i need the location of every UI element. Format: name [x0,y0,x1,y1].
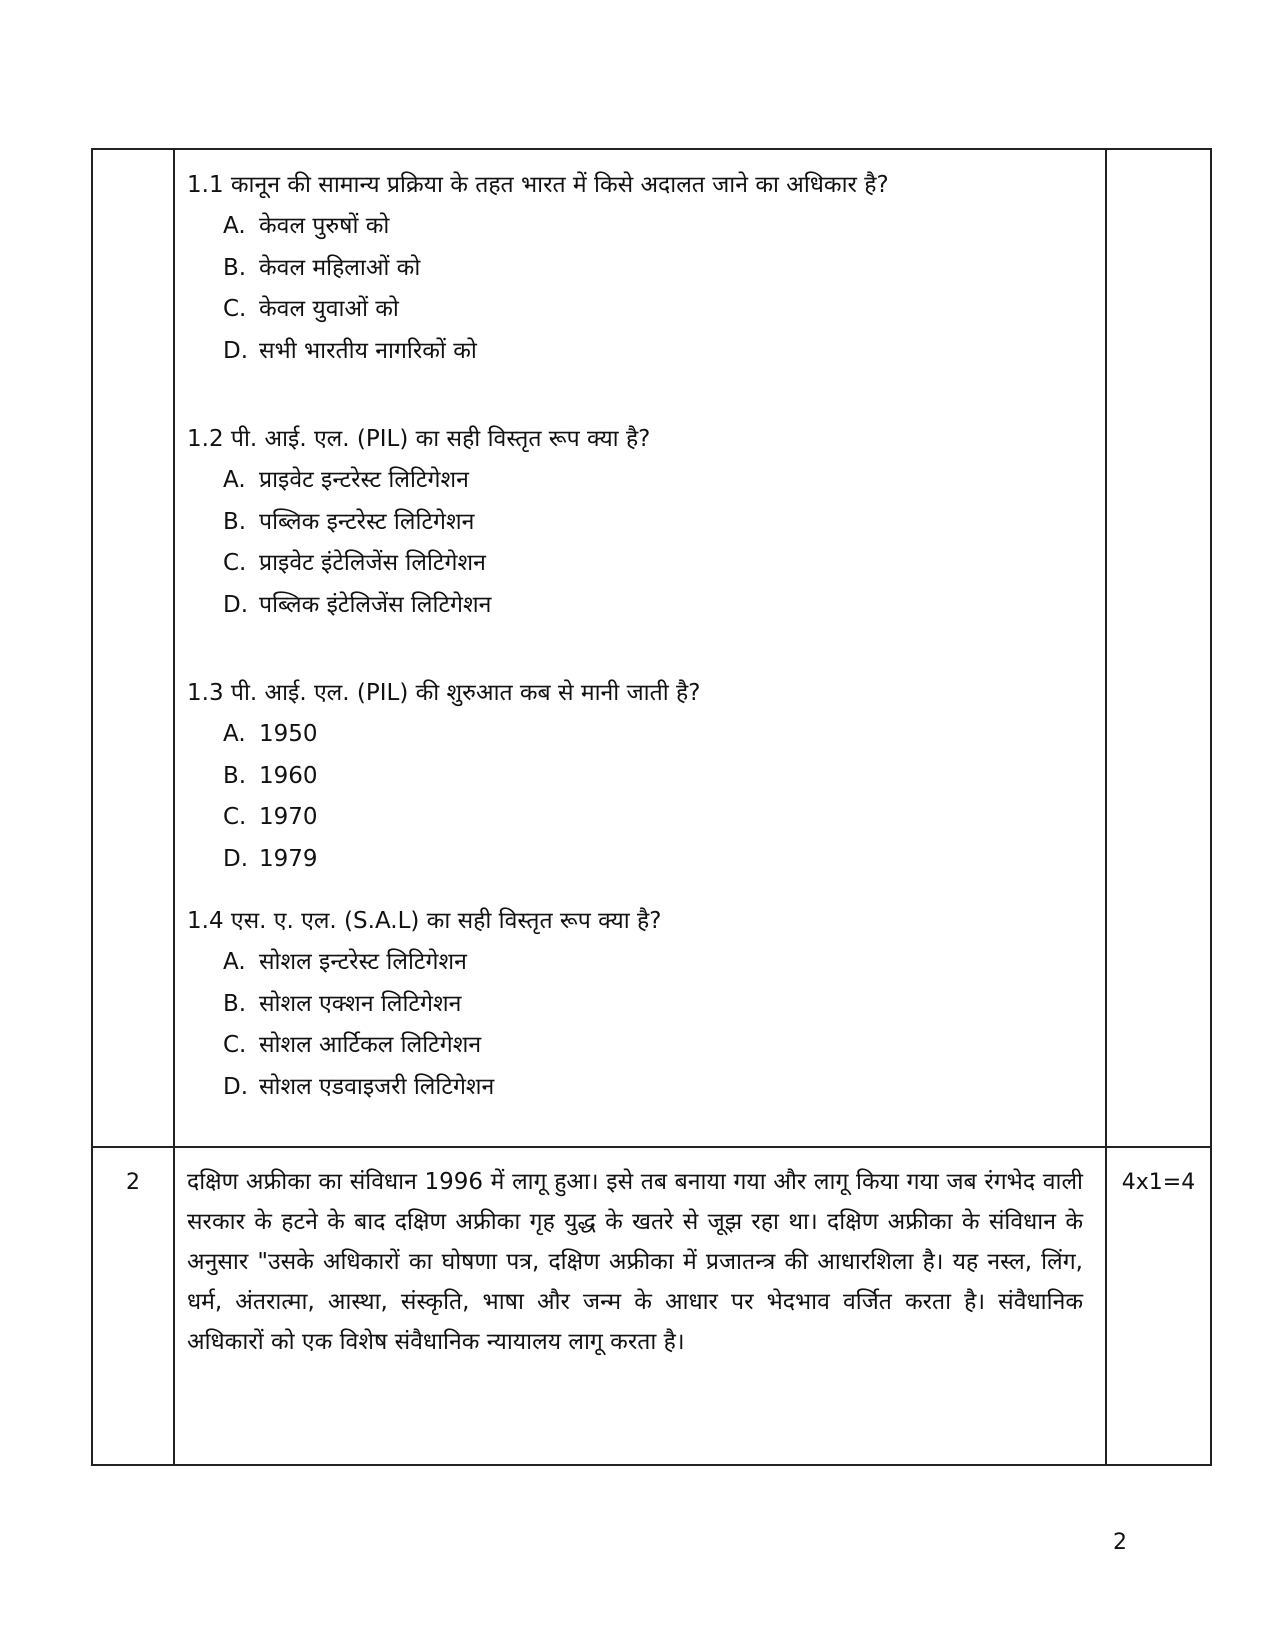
option-item [223,206,1083,248]
option-text: पब्लिक इंटेलिजेंस लिटिगेशन [259,591,492,618]
option-item [223,543,1083,585]
option-text: 1979 [259,845,318,872]
option-letter: D. [223,591,249,618]
question-text: 1.2 पी. आई. एल. (PIL) का सही विस्तृत रूप क्या है? [187,426,651,452]
option-text: सोशल इन्टरेस्ट लिटिगेशन [259,949,467,975]
option-text: सोशल आर्टिकल लिटिगेशन [259,1032,482,1058]
spacer [187,634,1083,672]
option-letter: D. [223,845,249,872]
question-1-4 [187,900,1083,1108]
option-item [223,248,1083,290]
option-letter: D. [223,1073,249,1100]
option-text: पब्लिक इन्टरेस्ट लिटिगेशन [259,508,475,535]
question-text: 1.3 पी. आई. एल. (PIL) की शुरुआत कब से मानी जाती है? [187,680,701,706]
question-content-cell [174,149,1106,1147]
option-item [223,839,1083,881]
question-text: 1.1 कानून की सामान्य प्रक्रिया के तहत भारत में किसे अदालत जाने का अधिकार है? [187,172,889,198]
option-item [223,1025,1083,1067]
option-text: प्राइवेट इन्टरेस्ट लिटिगेशन [259,467,469,493]
marks-cell: 4x1=4 [1106,1147,1211,1465]
option-text: केवल युवाओं को [259,296,399,322]
spacer [187,888,1083,900]
option-letter: A. [223,949,246,975]
option-letter: A. [223,467,246,493]
option-text: सोशल एक्शन लिटिगेशन [259,990,462,1017]
option-item [223,714,1083,756]
option-item [223,585,1083,627]
option-letter: C. [223,804,247,830]
option-text: 1960 [259,762,318,789]
option-letter: B. [223,990,247,1017]
option-list [187,206,1083,372]
spacer [187,380,1083,418]
option-text: सभी भारतीय नागरिकों को [259,337,477,364]
option-text: 1950 [259,721,318,747]
option-letter: A. [223,213,246,239]
option-letter: B. [223,254,247,281]
option-item [223,502,1083,544]
question-1-3 [187,672,1083,880]
question-number-cell [92,149,174,1147]
option-item [223,984,1083,1026]
option-text: केवल महिलाओं को [259,254,421,281]
option-list [187,942,1083,1108]
question-table [91,148,1212,1466]
option-list [187,460,1083,626]
option-letter: C. [223,550,247,576]
option-list [187,714,1083,880]
option-text: केवल पुरुषों को [259,213,390,239]
option-item [223,331,1083,373]
marks-cell [1106,149,1211,1147]
question-content-cell [174,1147,1106,1465]
option-item [223,289,1083,331]
option-item [223,942,1083,984]
option-item [223,797,1083,839]
option-text: सोशल एडवाइजरी लिटिगेशन [259,1073,495,1100]
option-letter: B. [223,762,247,789]
question-number-cell: 2 [92,1147,174,1465]
option-text: 1970 [259,804,318,830]
question-1-1 [187,164,1083,372]
option-item [223,1067,1083,1109]
option-letter: C. [223,296,247,322]
table-row [92,149,1211,1147]
table-row [92,1147,1211,1465]
option-item [223,756,1083,798]
option-letter: D. [223,337,249,364]
option-letter: B. [223,508,247,535]
question-text: 1.4 एस. ए. एल. (S.A.L) का सही विस्तृत रूप क्या है? [187,908,662,934]
question-1-2 [187,418,1083,626]
option-letter: C. [223,1032,247,1058]
page-number: 2 [1113,1530,1127,1555]
option-item [223,460,1083,502]
option-letter: A. [223,721,246,747]
option-text: प्राइवेट इंटेलिजेंस लिटिगेशन [259,550,486,576]
passage-text: दक्षिण अफ्रीका का संविधान 1996 में लागू हुआ। इसे तब बनाया गया और लागू किया गया जब रंगभेद वाली सरकार के हटने के बाद दक्षिण अफ्रीका गृह युद्ध के खतरे से जूझ रहा था। दक्षिण अफ्रीका के संविधान के अनुसार "उसके अधिकारों का घोषणा पत्र, दक्षिण अफ्रीका में प्रजातन्त्र की आधारशिला है। यह नस्ल, लिंग, धर्म, अंतरात्मा, आस्था, संस्कृति, भाषा और जन्म के आधार पर भेदभाव वर्जित करता है। संवैधानिक अधिकारों को एक विशेष संवैधानिक न्यायालय लागू करता है। [187,1169,1083,1355]
